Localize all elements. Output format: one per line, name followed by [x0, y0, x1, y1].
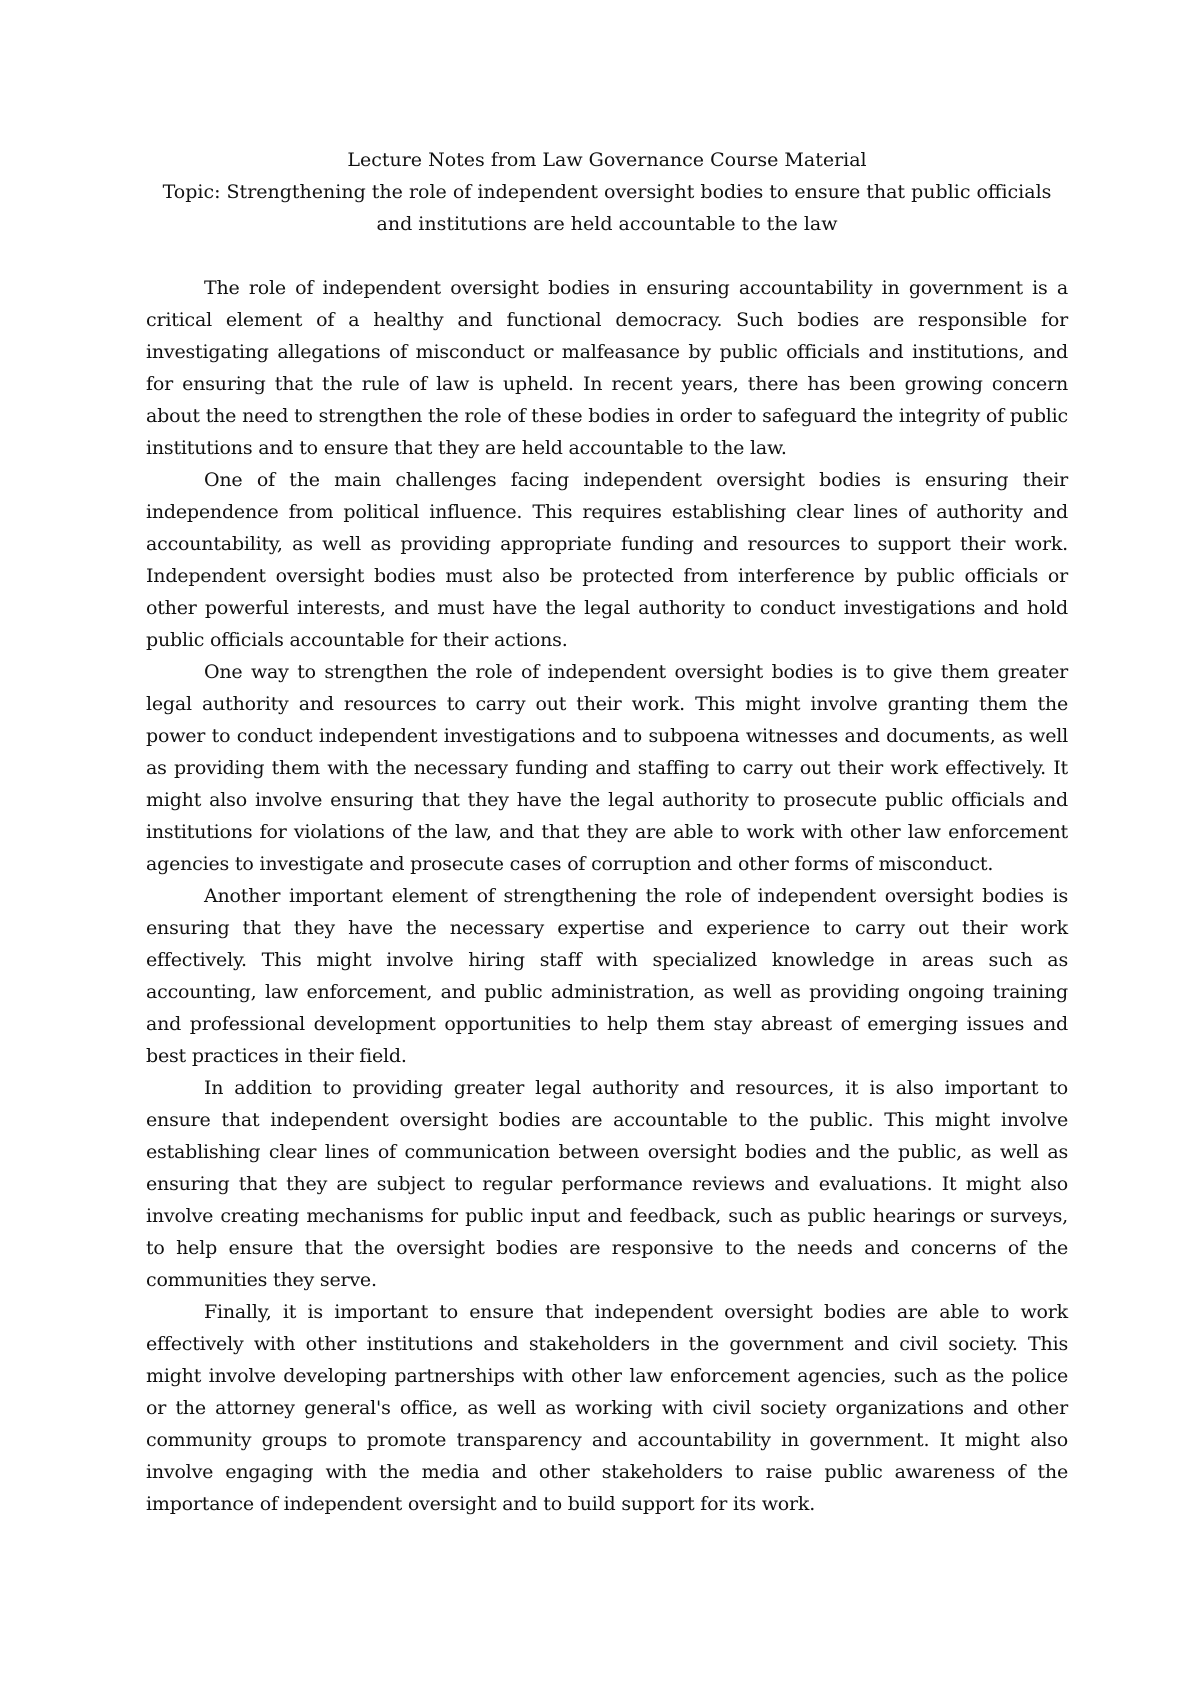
paragraph: One way to strengthen the role of independent oversight bodies is to give them greater legal authority and resources to carry out their work. This might involve granting them the power to conduct independent investigations and to subpoena witnesses and documents, as well as providing them with the necessary funding and staffing to carry out their work effectively. It might also involve ensuring that they have the legal authority to prosecute public officials and institutions for violations of the law, and that they are able to work with other law enforcement agencies to investigate and prosecute cases of corruption and other forms of misconduct.: [146, 661, 1068, 875]
paragraph: Finally, it is important to ensure that independent oversight bodies are able to work effectively with other institutions and stakeholders in the government and civil society. This might involve developing partnerships with other law enforcement agencies, such as the police or the attorney general's office, as well as working with civil society organizations and other community groups to promote transparency and accountability in government. It might also involve engaging with the media and other stakeholders to raise public awareness of the importance of independent oversight and to build support for its work.: [146, 1301, 1068, 1515]
document-title: Lecture Notes from Law Governance Course Material: [347, 149, 867, 171]
paragraph: The role of independent oversight bodies in ensuring accountability in government is a critical element of a healthy and functional democracy. Such bodies are responsible for investigating allegations of misconduct or malfeasance by public officials and institutions, and for ensuring that the rule of law is upheld. In recent years, there has been growing concern about the need to strengthen the role of these bodies in order to safeguard the integrity of public institutions and to ensure that they are held accountable to the law.: [146, 277, 1068, 459]
paragraph: One of the main challenges facing independent oversight bodies is ensuring their independence from political influence. This requires establishing clear lines of authority and accountability, as well as providing appropriate funding and resources to support their work. Independent oversight bodies must also be protected from interference by public officials or other powerful interests, and must have the legal authority to conduct investigations and hold public officials accountable for their actions.: [146, 469, 1068, 651]
document-header: [146, 144, 1068, 240]
document-body: [146, 272, 1068, 1520]
paragraph: In addition to providing greater legal authority and resources, it is also important to ensure that independent oversight bodies are accountable to the public. This might involve establishing clear lines of communication between oversight bodies and the public, as well as ensuring that they are subject to regular performance reviews and evaluations. It might also involve creating mechanisms for public input and feedback, such as public hearings or surveys, to help ensure that the oversight bodies are responsive to the needs and concerns of the communities they serve.: [146, 1077, 1068, 1291]
document-topic: Topic: Strengthening the role of independent oversight bodies to ensure that public officials and institutions are held accountable to the law: [162, 181, 1052, 235]
paragraph: Another important element of strengthening the role of independent oversight bodies is ensuring that they have the necessary expertise and experience to carry out their work effectively. This might involve hiring staff with specialized knowledge in areas such as accounting, law enforcement, and public administration, as well as providing ongoing training and professional development opportunities to help them stay abreast of emerging issues and best practices in their field.: [146, 885, 1068, 1067]
